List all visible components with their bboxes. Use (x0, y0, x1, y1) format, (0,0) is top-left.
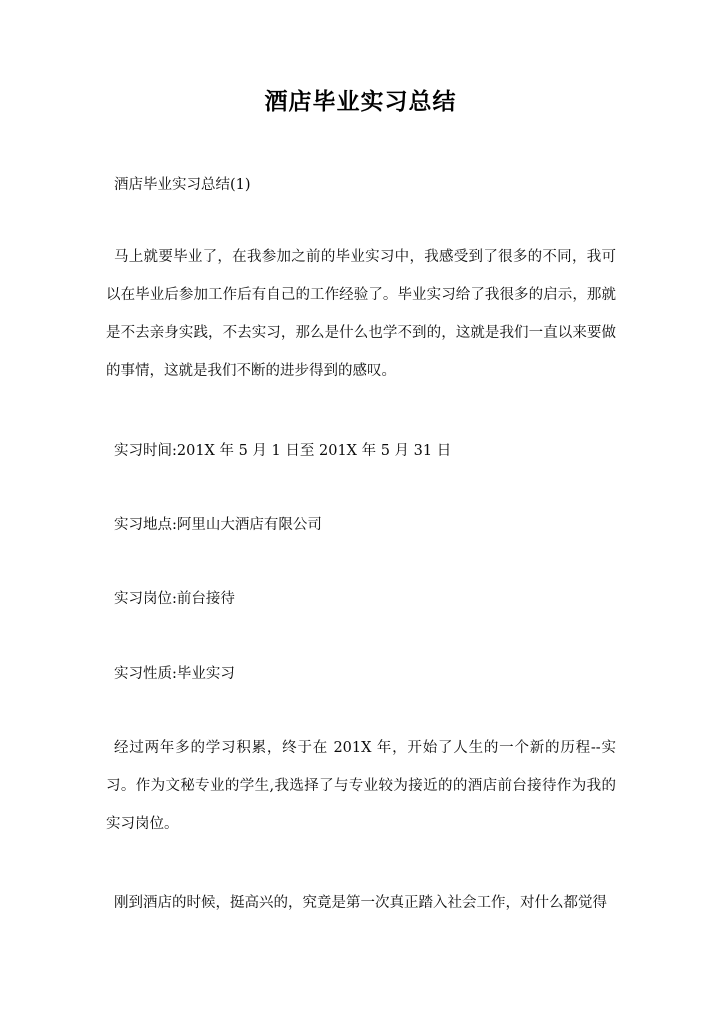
internship-place-line: 实习地点:阿里山大酒店有限公司 (114, 517, 322, 533)
internship-time-block (106, 432, 616, 470)
page-title: 酒店毕业实习总结 (264, 89, 457, 115)
internship-nature-line: 实习性质:毕业实习 (114, 666, 235, 682)
internship-place-block (106, 506, 616, 544)
paragraph-2-block (106, 729, 616, 843)
paragraph-3-block (106, 884, 616, 922)
paragraph-1: 马上就要毕业了，在我参加之前的毕业实习中，我感受到了很多的不同，我可以在毕业后参加工作后有自己的工作经验了。毕业实习给了我很多的启示，那就是不去亲身实践，不去实习，那么是什么也学不到的，这就是我们一直以来要做的事情，这就是我们不断的进步得到的感叹。 (106, 249, 616, 379)
internship-nature-block (106, 655, 616, 693)
paragraph-1-block (106, 238, 616, 390)
internship-time-line: 实习时间:201X 年 5 月 1 日至 201X 年 5 月 31 日 (114, 443, 452, 459)
paragraph-2: 经过两年多的学习积累，终于在 201X 年，开始了人生的一个新的历程--实习。作为文秘专业的学生,我选择了与专业较为接近的的酒店前台接待作为我的实习岗位。 (106, 740, 616, 832)
internship-post-block (106, 580, 616, 618)
paragraph-3: 刚到酒店的时候，挺高兴的，究竟是第一次真正踏入社会工作，对什么都觉得 (114, 895, 607, 911)
document-subtitle: 酒店毕业实习总结(1) (114, 177, 251, 193)
internship-post-line: 实习岗位:前台接待 (114, 591, 235, 607)
document-subtitle-block (106, 168, 616, 202)
